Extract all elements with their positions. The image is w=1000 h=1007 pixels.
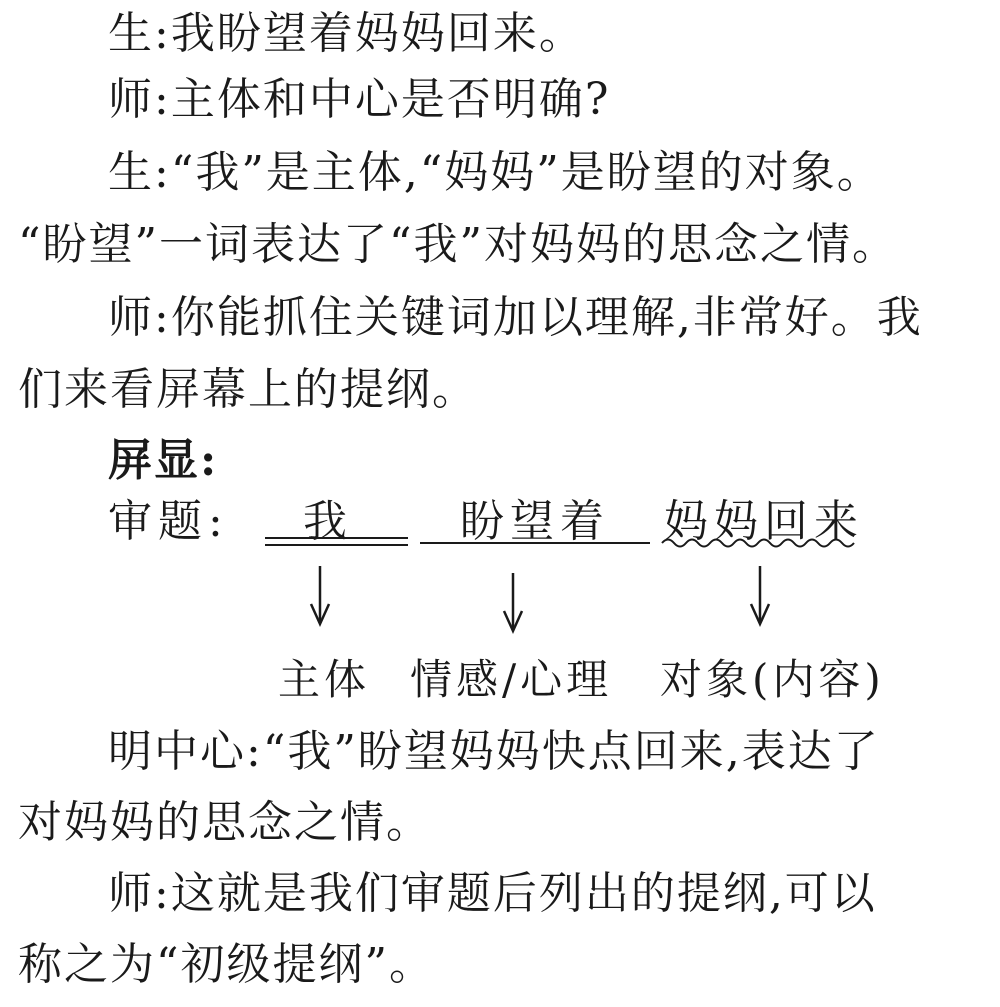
central-idea-line-cont: 对妈妈的思念之情。 bbox=[18, 797, 432, 848]
dialogue-line-teacher-3: 师:这就是我们审题后列出的提纲,可以 bbox=[108, 868, 877, 919]
arrow-down-icon bbox=[751, 566, 769, 624]
dialogue-line-student-1: 生:我盼望着妈妈回来。 bbox=[108, 8, 585, 59]
diagram-word-object: 妈妈回来 bbox=[664, 496, 864, 547]
diagram-label-object: 对象(内容) bbox=[660, 655, 885, 704]
dialogue-line-teacher-3-cont: 称之为“初级提纲”。 bbox=[18, 939, 435, 990]
diagram-label-emotion: 情感/心理 bbox=[410, 655, 613, 704]
screen-display-label: 屏显: bbox=[108, 435, 219, 486]
arrow-down-icon bbox=[311, 566, 329, 624]
diagram-prefix-label: 审题: bbox=[108, 496, 229, 547]
arrow-down-icon bbox=[504, 573, 522, 631]
wavy-underline bbox=[662, 540, 854, 547]
diagram-label-subject: 主体 bbox=[278, 655, 371, 704]
dialogue-line-teacher-2-cont: 们来看屏幕上的提纲。 bbox=[18, 364, 478, 415]
dialogue-line-student-2-cont: “盼望”一词表达了“我”对妈妈的思念之情。 bbox=[18, 219, 898, 270]
central-idea-line: 明中心:“我”盼望妈妈快点回来,表达了 bbox=[108, 726, 880, 777]
diagram-word-emotion: 盼望着 bbox=[460, 496, 610, 547]
dialogue-line-teacher-1: 师:主体和中心是否明确? bbox=[108, 74, 611, 125]
dialogue-line-teacher-2: 师:你能抓住关键词加以理解,非常好。我 bbox=[108, 292, 923, 343]
dialogue-line-student-2: 生:“我”是主体,“妈妈”是盼望的对象。 bbox=[108, 147, 883, 198]
diagram-word-subject: 我 bbox=[303, 496, 353, 547]
